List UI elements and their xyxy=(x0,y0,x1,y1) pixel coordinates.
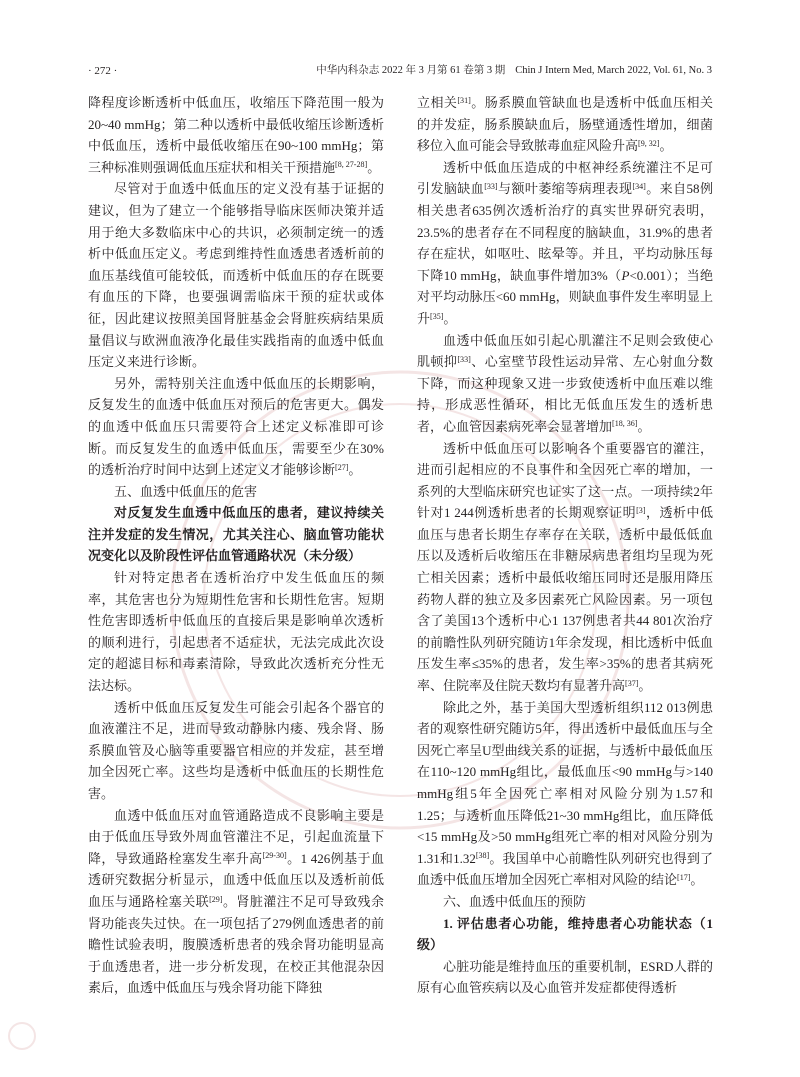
citation: [37] xyxy=(625,678,639,688)
text-run: 。我国单中心前瞻性队列研究也得到了血透中低血压增加全因死亡率相对风险的结论 xyxy=(417,850,713,888)
paragraph xyxy=(88,373,384,481)
paragraph-continued xyxy=(417,92,713,157)
text-run: 立相关 xyxy=(417,95,458,110)
text-run: 心脏功能是维持血压的重要机制，ESRD人群的原有心血管疾病以及心血管并发症都使得透析 xyxy=(417,958,713,996)
recommendation xyxy=(88,502,384,567)
right-column xyxy=(417,92,713,999)
citation: [9, 32] xyxy=(638,138,660,148)
text-run: 血透中低血压对血管通路造成不良影响主要是由于低血压导致外周血管灌注不足，引起血流量下降，导致通路栓塞发生率升高 xyxy=(88,807,384,866)
text-run: 另外，需特别关注血透中低血压的长期影响，反复发生的血透中低血压对预后的危害更大。偶发的血透中低血压只需要符合上述定义标准即可诊断。而反复发生的血透中低血压，需要至少在30% 的透析治疗时间中达到上述定义才能够诊断 xyxy=(88,375,384,478)
paragraph xyxy=(417,956,713,999)
paragraph xyxy=(88,697,384,805)
citation: [27] xyxy=(335,462,349,472)
text-run: 透析中低血压可以影响各个重要器官的灌注，进而引起相应的不良事件和全因死亡率的增加，一系列的大型临床研究也证实了这一点。一项持续2年针对1 244例透析患者的长期观察证明 xyxy=(417,440,713,521)
text-run: 五、血透中低血压的危害 xyxy=(114,483,258,499)
citation: [18, 36] xyxy=(612,419,638,429)
text-run: 针对特定患者在透析治疗中发生低血压的频率，其危害也分为短期性危害和长期性危害。短期性危害即透析中低血压的直接后果是影响单次透析的顺利进行，引起患者不适症状，无法完成此次设定的超滤目标和毒素清除，导致此次透析充分性无法达标。 xyxy=(88,570,384,694)
paragraph xyxy=(88,178,384,372)
left-column xyxy=(88,92,384,999)
text-run: 降程度诊断透析中低血压，收缩压下降范围一般为20~40 mmHg；第二种以透析中最低收缩压诊断透析中低血压，透析中最低收缩压在90~100 mmHg；第三种标准则强调低血压症状和相关干预措施 xyxy=(88,95,384,175)
journal-title-cn: 中华内科杂志 2022 年 3 月第 61 卷第 3 期 xyxy=(316,65,506,76)
running-header xyxy=(316,64,712,78)
paragraph xyxy=(417,438,713,697)
citation: [31] xyxy=(457,95,471,105)
page-number: · 272 · xyxy=(88,65,118,77)
paragraph xyxy=(417,157,713,330)
text-run: 。肾脏灌注不足可导致残余肾功能丧失过快。在一项包括了279例血透患者的前瞻性试验表明，腹膜透析患者的残余肾功能明显高于血透患者，进一步分析发现，在校正其他混杂因素后，血透中低血压与残余肾功能下降独 xyxy=(88,893,384,996)
section-heading xyxy=(88,481,384,503)
text-run: 。 xyxy=(443,310,457,326)
citation: [33] xyxy=(484,181,498,191)
text-run: 。1 426例基于血透研究数据分析显示，血透中低血压以及透析前低血压与通路栓塞关联 xyxy=(88,850,384,909)
text-run: 1. 评估患者心功能，维持患者心功能状态（1级） xyxy=(417,915,713,953)
text-run: 。 xyxy=(659,138,673,154)
text-run: 透析中低血压反复发生可能会引起各个器官的血液灌注不足，进而导致动静脉内瘘、残余肾、肠系膜血管及心脑等重要器官相应的并发症，甚至增加全因死亡率。这些均是透析中低血压的长期性危害。 xyxy=(88,699,384,801)
citation: [33] xyxy=(457,354,471,364)
text-run: 六、血透中低血压的预防 xyxy=(443,893,587,909)
text-run: 、心室壁节段性运动异常、左心射血分数下降，而这种现象又进一步致使透析中血压难以维持，形成恶性循环，相比无低血压发生的透析患者，心血管因素病死率会显著增加 xyxy=(417,354,713,434)
citation: [35] xyxy=(430,311,444,321)
paragraph xyxy=(88,805,384,999)
citation: [29] xyxy=(209,894,223,904)
section-heading xyxy=(417,891,713,913)
text-run: 对反复发生血透中低血压的患者，建议持续关注并发症的发生情况，尤其关注心、脑血管功能状况变化以及阶段性评估血管通路状况（未分级） xyxy=(88,505,384,564)
citation: [38] xyxy=(475,851,490,861)
text-run: 。 xyxy=(637,418,651,434)
text-run: 。来自58例相关患者635例次透析治疗的真实世界研究表明，23.5%的患者存在不同程度的脑缺血，31.9%的患者存在症状，如呕吐、眩晕等。并且，平均动脉压每下降10 mmHg，缺血事件增加3%（ xyxy=(417,181,713,283)
citation: [34] xyxy=(632,181,646,191)
text-run: 。 xyxy=(638,678,652,694)
citation: [29-30] xyxy=(262,851,287,861)
paragraph-continued xyxy=(88,92,384,178)
text-run: <0.001）；当绝对平均动脉压<60 mmHg，则缺血事件发生率明显上升 xyxy=(417,267,713,326)
italic-symbol: P xyxy=(621,267,630,283)
citation: [8, 27-28] xyxy=(335,160,368,170)
paragraph xyxy=(88,567,384,697)
text-run: 。 xyxy=(367,159,381,175)
recommendation xyxy=(417,913,713,956)
text-run: 透析中低血压造成的中枢神经系统灌注不足可引发脑缺血 xyxy=(417,159,713,197)
text-run: 与额叶萎缩等病理表现 xyxy=(497,181,633,197)
text-run: 。 xyxy=(348,462,362,478)
citation: [3] xyxy=(636,505,646,515)
text-run: 尽管对于血透中低血压的定义没有基于证据的建议，但为了建立一个能够指导临床医师决策并适用于绝大多数临床中心的共识，必须制定统一的透析中低血压定义。考虑到维持性血透患者透析前的血压基线值可能较低，而透析中低血压的存在既要有血压的下降，也要强调需临床干预的症状或体征，因此建议按照美国肾脏基金会肾脏疾病结果质量倡议与欧洲血液净化最佳实践指南的血透中低血压定义来进行诊断。 xyxy=(88,181,384,370)
text-run: 除此之外，基于美国大型透析组织112 013例患者的观察性研究随访5年，得出透析中最低血压与全因死亡率呈U型曲线关系的证据，与透析中最低血压在110~120 mmHg组比，最低血压<90 mmHg与>140 mmHg组5年全因死亡率相对风险分别为1.57和1.25；与透析血压降低21~30 mmHg组比，血压降低<15 mmHg及>50 mmHg组死亡率的相对风险分别为1.31和1.32 xyxy=(417,699,713,866)
text-run: ，透析中低血压与患者长期生存率存在关联，透析中最低低血压以及透析后收缩压在非糖尿病患者组均呈现为死亡相关因素；透析中最低收缩压同时还是服用降压药物人群的独立及多因素死亡风险因素。另一项包含了美国13个透析中心1 137例患者共44 801次治疗的前瞻性队列研究随访1年余发现，相比透析中低血压发生率≤35%的患者，发生率>35%的患者其病死率、住院率及住院天数均有显著升高 xyxy=(417,505,713,694)
text-run: 血透中低血压如引起心肌灌注不足则会致使心肌顿抑 xyxy=(417,332,713,370)
paragraph xyxy=(417,330,713,438)
text-run: 。 xyxy=(690,872,704,888)
paragraph xyxy=(417,697,713,891)
text-run: 。肠系膜血管缺血也是透析中低血压相关的并发症，肠系膜缺血后，肠壁通透性增加，细菌移位入血可能会导致脓毒血症风险升高 xyxy=(417,95,713,154)
journal-title-en: Chin J Intern Med, March 2022, Vol. 61, No. 3 xyxy=(515,65,712,76)
citation: [17] xyxy=(677,872,691,882)
